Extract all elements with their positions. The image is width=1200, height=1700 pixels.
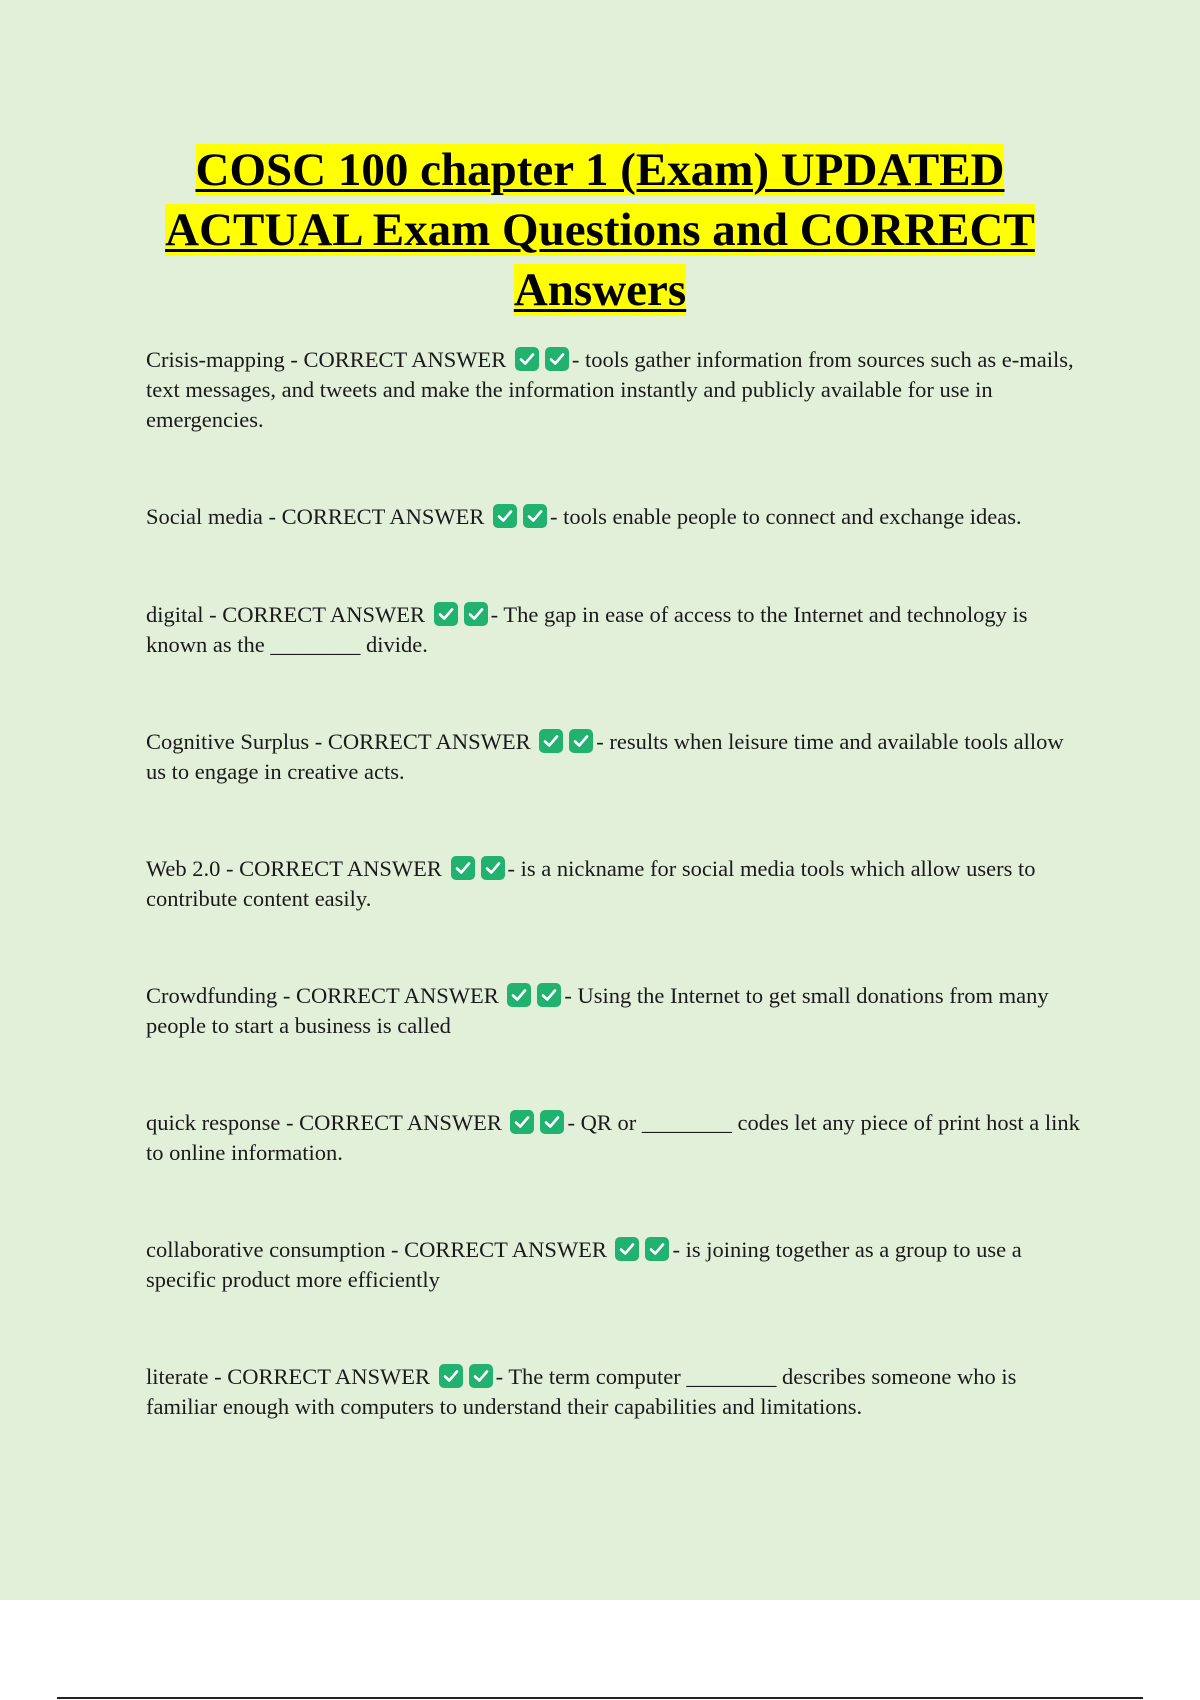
check-mark-icon	[507, 983, 531, 1007]
check-mark-icon	[469, 1364, 493, 1388]
answer-marker: CORRECT ANSWER	[327, 729, 531, 754]
qa-term: Web 2.0	[146, 856, 221, 881]
check-mark-icon	[537, 983, 561, 1007]
qa-term: quick response	[146, 1110, 281, 1135]
check-mark-icon	[615, 1237, 639, 1261]
qa-answer: The gap in ease of access to the Internet and technology is known as the ________ divide.	[146, 602, 1028, 657]
qa-item: collaborative consumption - CORRECT ANSWER - is joining together as a group to use a specific product more efficiently	[146, 1237, 1022, 1292]
qa-item: literate - CORRECT ANSWER - The term computer ________ describes someone who is familiar enough with computers to understand their capabilities and limitations.	[146, 1364, 1017, 1419]
qa-answer: tools enable people to connect and exchange ideas.	[563, 504, 1022, 529]
answer-marker: CORRECT ANSWER	[299, 1110, 502, 1135]
qa-term: literate	[146, 1364, 209, 1389]
qa-answer: results when leisure time and available tools allow us to engage in creative acts.	[146, 729, 1064, 784]
qa-answer: is joining together as a group to use a specific product more efficiently	[146, 1237, 1022, 1292]
qa-item: Web 2.0 - CORRECT ANSWER - is a nickname for social media tools which allow users to contribute content easily.	[146, 856, 1036, 911]
check-mark-icon	[451, 856, 475, 880]
check-mark-icon	[439, 1364, 463, 1388]
check-mark-icon	[493, 504, 517, 528]
qa-item: Crisis-mapping - CORRECT ANSWER - tools gather information from sources such as e-mails, text messages, and tweets and make the information instantly and publicly available for use in emergencies.	[146, 347, 1074, 432]
check-mark-icon	[515, 347, 539, 371]
document-title: COSC 100 chapter 1 (Exam) UPDATED ACTUAL Exam Questions and CORRECT Answers	[165, 144, 1035, 316]
answer-marker: CORRECT ANSWER	[227, 1364, 430, 1389]
check-mark-icon	[523, 504, 547, 528]
qa-answer: tools gather information from sources such as e-mails, text messages, and tweets and make the information instantly and publicly available for use in emergencies.	[146, 347, 1074, 432]
qa-term: Crowdfunding	[146, 983, 278, 1008]
qa-item: Cognitive Surplus - CORRECT ANSWER - results when leisure time and available tools allow us to engage in creative acts.	[146, 729, 1064, 784]
qa-item: digital - CORRECT ANSWER - The gap in ease of access to the Internet and technology is known as the ________ divide.	[146, 602, 1028, 657]
qa-answer: is a nickname for social media tools which allow users to contribute content easily.	[146, 856, 1036, 911]
qa-term: digital	[146, 602, 204, 627]
check-mark-icon	[645, 1237, 669, 1261]
check-mark-icon	[481, 856, 505, 880]
check-mark-icon	[434, 602, 458, 626]
qa-term: collaborative consumption	[146, 1237, 386, 1262]
check-mark-icon	[545, 347, 569, 371]
answer-marker: CORRECT ANSWER	[296, 983, 499, 1008]
qa-term: Crisis-mapping	[146, 347, 285, 372]
qa-answer: Using the Internet to get small donations from many people to start a business is called	[146, 983, 1049, 1038]
qa-answer: QR or ________ codes let any piece of print host a link to online information.	[146, 1110, 1080, 1165]
answer-marker: CORRECT ANSWER	[222, 602, 425, 627]
answer-marker: CORRECT ANSWER	[239, 856, 442, 881]
answer-marker: CORRECT ANSWER	[303, 347, 507, 372]
qa-item: quick response - CORRECT ANSWER - QR or ________ codes let any piece of print host a link to online information.	[146, 1110, 1080, 1165]
qa-answer: The term computer ________ describes someone who is familiar enough with computers to understand their capabilities and limitations.	[146, 1364, 1017, 1419]
check-mark-icon	[540, 1110, 564, 1134]
answer-marker: CORRECT ANSWER	[404, 1237, 607, 1262]
qa-term: Social media	[146, 504, 263, 529]
check-mark-icon	[539, 729, 563, 753]
answer-marker: CORRECT ANSWER	[281, 504, 485, 529]
check-mark-icon	[464, 602, 488, 626]
title-block	[130, 140, 1070, 320]
check-mark-icon	[569, 729, 593, 753]
check-mark-icon	[510, 1110, 534, 1134]
qa-item: Social media - CORRECT ANSWER - tools enable people to connect and exchange ideas.	[146, 504, 1022, 529]
qa-item: Crowdfunding - CORRECT ANSWER - Using the Internet to get small donations from many people to start a business is called	[146, 983, 1049, 1038]
footer-divider	[57, 1697, 1143, 1699]
qa-term: Cognitive Surplus	[146, 729, 310, 754]
